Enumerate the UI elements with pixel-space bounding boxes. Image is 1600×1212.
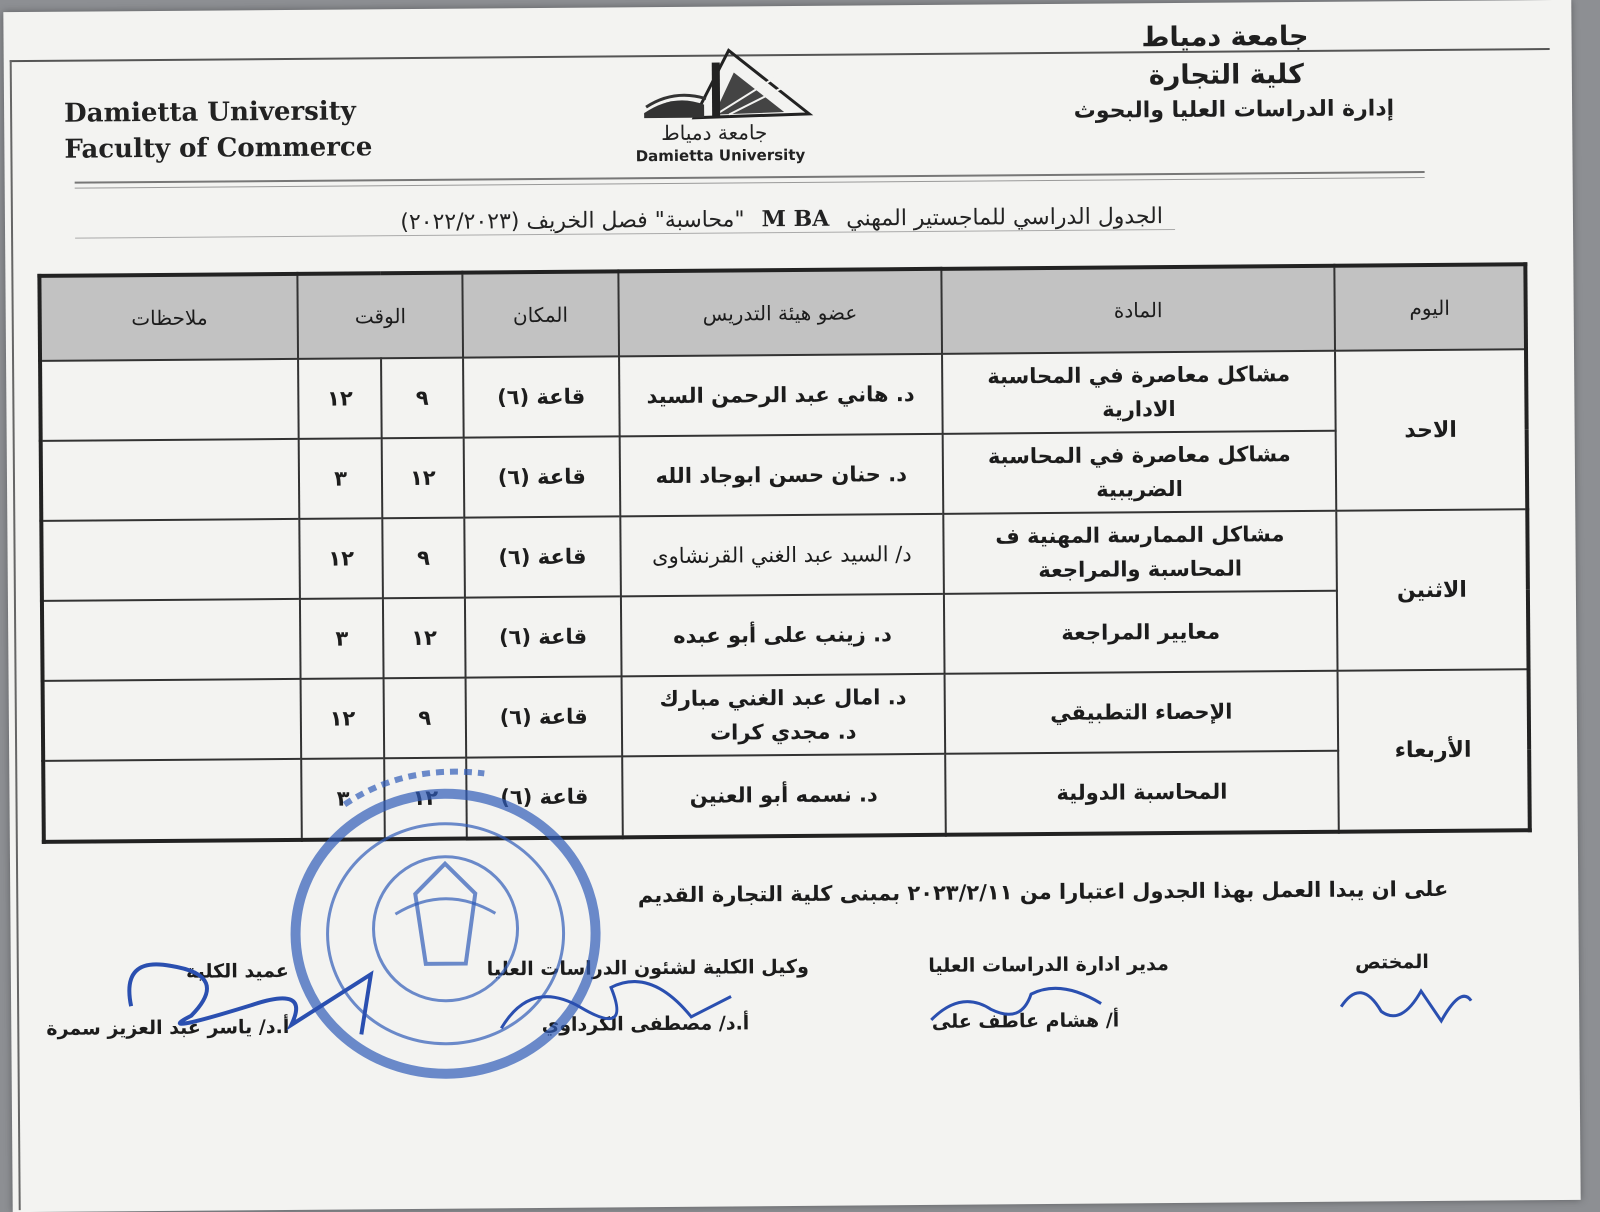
notes-cell <box>42 599 301 681</box>
time-to-cell: ٣ <box>299 438 382 519</box>
time-to-cell: ٣ <box>302 758 385 840</box>
table-row <box>41 429 1528 521</box>
title-part2: "محاسبة" فصل الخريف (٢٠٢٢/٢٠٢٣) <box>400 207 745 236</box>
subject-cell: مشاكل معاصرة في المحاسبة الضريبية <box>943 431 1337 514</box>
time-from-cell: ٩ <box>383 678 466 759</box>
faculty-cell: د. حنان حسن ابوجاد الله <box>619 434 943 517</box>
notes-cell <box>43 759 302 842</box>
logo-emblem-icon <box>634 42 815 123</box>
day-cell: الاحد <box>1335 349 1527 510</box>
table-row <box>40 349 1527 441</box>
time-to-cell: ٣ <box>300 598 383 679</box>
signatory-title: المختص <box>1354 951 1429 974</box>
table-header-row <box>39 264 1526 361</box>
place-cell: قاعة (٦) <box>464 436 620 517</box>
time-from-cell: ٩ <box>381 358 464 439</box>
signatory-name: أ/ هشام عاطف على <box>931 1009 1120 1033</box>
header-day: اليوم <box>1334 264 1526 350</box>
signature-block-vice-dean <box>487 956 810 1037</box>
effective-date-note: على ان يبدا العمل بهذا الجدول اعتبارا من ٢٠٢٣/٢/١١ بمبنى كلية التجارة القديم <box>637 876 1449 908</box>
time-to-cell: ١٢ <box>298 358 381 439</box>
notes-cell <box>41 439 300 521</box>
time-to-cell: ١٢ <box>301 678 384 759</box>
subject-cell: مشاكل معاصرة في المحاسبة الادارية <box>942 351 1336 434</box>
time-from-cell: ٩ <box>382 518 465 599</box>
place-cell: قاعة (٦) <box>465 596 621 677</box>
ar-department-name: إدارة الدراسات العليا والبحوث <box>1073 96 1395 124</box>
signatory-name: أ.د/ مصطفى الكرداوي <box>541 1012 750 1036</box>
schedule-title <box>400 199 1163 240</box>
signatory-title: عميد الكلية <box>185 959 289 983</box>
place-cell: قاعة (٦) <box>463 356 619 437</box>
place-cell: قاعة (٦) <box>464 516 620 597</box>
table-row <box>41 509 1528 601</box>
table-row <box>43 749 1530 842</box>
header-divider-thin <box>75 177 1425 189</box>
faculty-cell: د/ السيد عبد الغني القرنشاوى <box>620 514 944 597</box>
ar-university-name: جامعة دمياط <box>1141 20 1309 54</box>
time-from-cell: ١٢ <box>384 758 467 840</box>
notes-cell <box>41 519 300 601</box>
header-faculty: عضو هيئة التدريس <box>618 269 942 357</box>
faculty-cell: د. زينب على أبو عبده <box>621 594 945 677</box>
subject-cell: معايير المراجعة <box>944 591 1338 674</box>
faculty-cell: د. نسمه أبو العنين <box>622 754 946 838</box>
en-university-name: Damietta University <box>63 96 356 129</box>
place-cell: قاعة (٦) <box>466 676 622 757</box>
faculty-cell <box>621 674 945 757</box>
frame-left-line <box>10 60 21 1210</box>
en-faculty-name: Faculty of Commerce <box>64 132 373 165</box>
faculty-cell: د. هاني عبد الرحمن السيد <box>619 354 943 437</box>
header-subject: المادة <box>941 266 1335 354</box>
signatory-title: مدير ادارة الدراسات العليا <box>928 953 1169 977</box>
signatory-name: أ.د/ ياسر عبد العزيز سمرة <box>46 1015 290 1040</box>
signature-block-director <box>928 953 1169 1033</box>
table-row <box>42 589 1529 681</box>
signatory-title: وكيل الكلية لشئون الدراسات العليا <box>486 955 809 981</box>
subject-cell: مشاكل الممارسة المهنية ف المحاسبة والمراجعة <box>943 511 1337 594</box>
ar-faculty-name: كلية التجارة <box>1148 58 1304 92</box>
time-to-cell: ١٢ <box>300 518 383 599</box>
faculty-name-1: د. امال عبد الغني مبارك <box>659 685 907 712</box>
signature-block-specialist <box>1355 951 1429 974</box>
english-header <box>64 93 372 167</box>
logo-english-text: Damietta University <box>635 145 806 166</box>
arabic-header <box>1073 17 1394 128</box>
notes-cell <box>43 679 302 761</box>
place-cell: قاعة (٦) <box>466 756 622 838</box>
time-from-cell: ١٢ <box>383 598 466 679</box>
title-mba: M BA <box>761 205 830 233</box>
document-sheet <box>3 0 1580 1212</box>
header-notes: ملاحظات <box>39 274 298 361</box>
header-time: الوقت <box>298 273 463 359</box>
university-logo <box>634 42 825 173</box>
faculty-name-2: د. مجدي كرات <box>709 719 857 745</box>
subject-cell: المحاسبة الدولية <box>945 751 1339 835</box>
schedule-table <box>37 262 1531 844</box>
title-part1: الجدول الدراسي للماجستير المهني <box>846 204 1164 232</box>
day-cell: الأربعاء <box>1337 669 1529 831</box>
time-from-cell: ١٢ <box>381 438 464 519</box>
day-cell: الاثنين <box>1336 509 1528 670</box>
signature-block-dean <box>46 960 290 1040</box>
logo-arabic-text: جامعة دمياط <box>661 120 768 146</box>
specialist-signature-mark <box>1331 966 1482 1037</box>
notes-cell <box>40 359 299 441</box>
table-row <box>43 669 1530 761</box>
subject-cell: الإحصاء التطبيقي <box>944 671 1338 754</box>
header-place: المكان <box>462 271 618 357</box>
